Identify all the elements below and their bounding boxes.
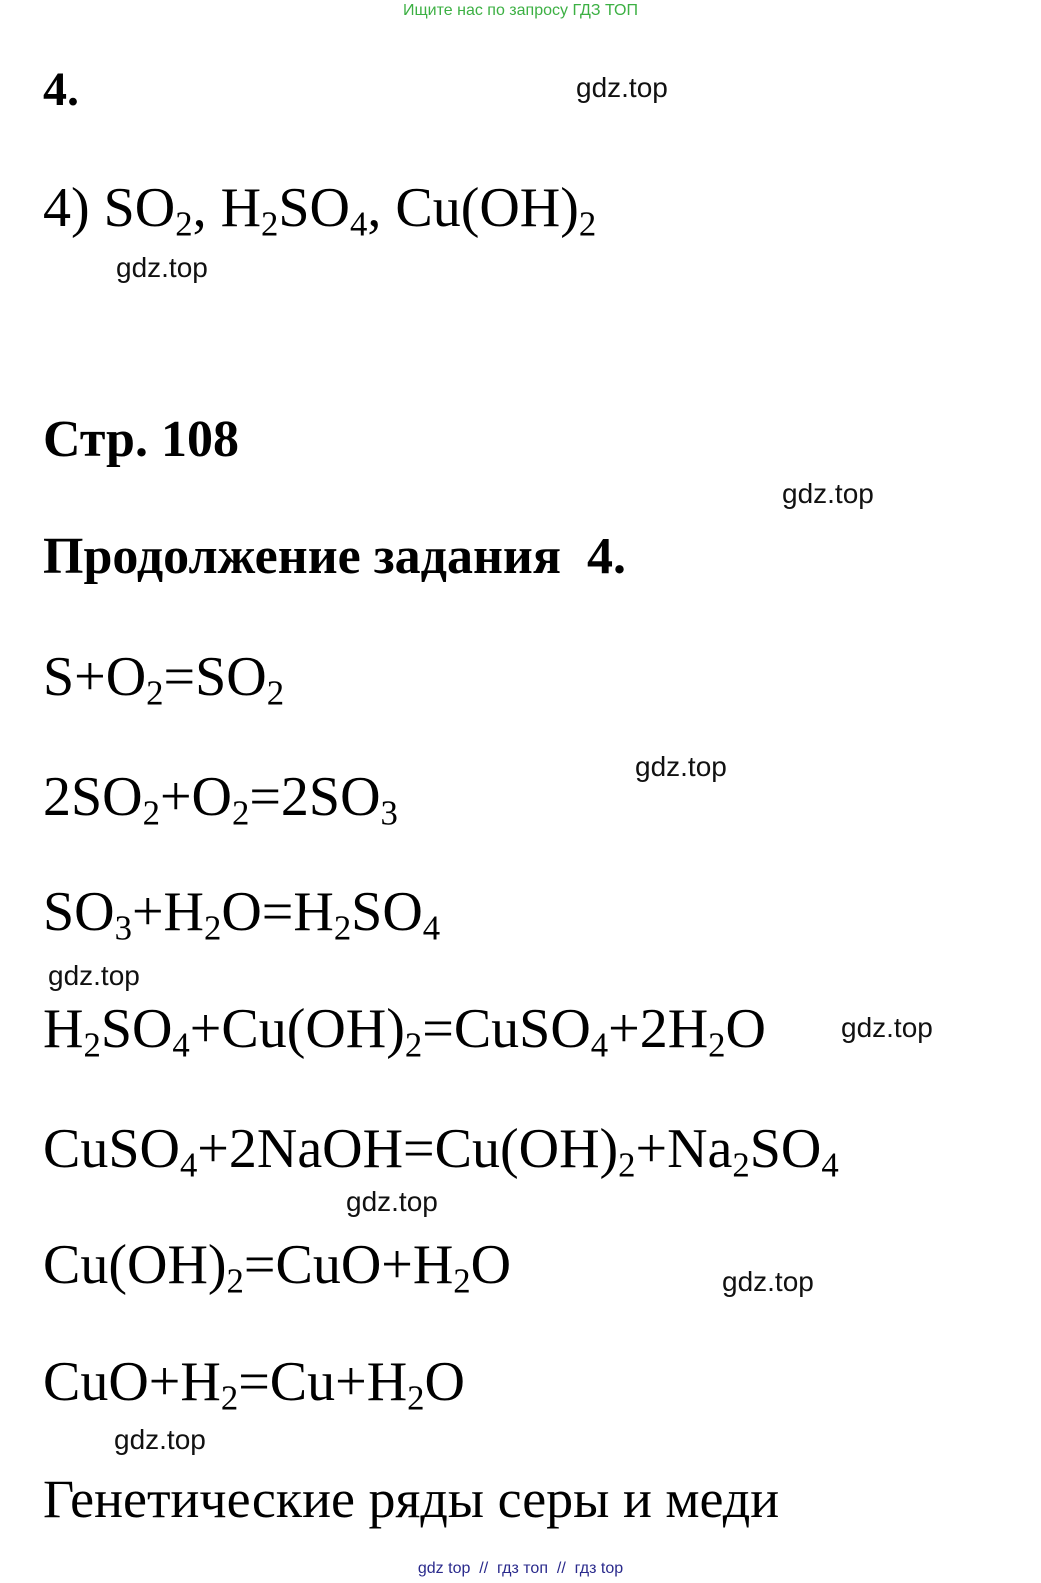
subscript: 2 [175, 204, 193, 244]
watermark: gdz.top [722, 1266, 814, 1297]
subscript: 4 [821, 1145, 839, 1185]
subscript: 2 [220, 1378, 239, 1418]
subscript: 2 [404, 1025, 423, 1065]
subscript: 2 [231, 793, 250, 833]
subscript: 4 [422, 908, 441, 948]
subscript: 3 [380, 793, 398, 833]
subscript: 2 [83, 1025, 101, 1065]
watermark: gdz.top [114, 1424, 206, 1455]
equation-1: $S+O_2=SO_2$ [43, 646, 285, 713]
subscript: 4 [172, 1025, 190, 1065]
subscript: 2 [333, 908, 352, 948]
subscript: 2 [708, 1025, 726, 1065]
watermark: gdz.top [782, 478, 874, 509]
equation-2: $2SO_2+O_2=2SO_3$ [43, 766, 398, 833]
equation-4: $H_2SO_4+Cu(OH)_2=CuSO_4+2H_2O$ [43, 998, 766, 1065]
subscript: 2 [732, 1145, 750, 1185]
watermark: gdz.top [346, 1186, 438, 1217]
conclusion-text: Генетические ряды серы и меди [43, 1469, 780, 1529]
equation-5: $CuSO_4+2NaOH=Cu(OH)_2+Na_2SO_4$ [43, 1118, 839, 1185]
top-banner[interactable]: Ищите нас по запросу ГДЗ ТОП [403, 2, 638, 19]
subscript: 2 [146, 673, 164, 713]
watermark: gdz.top [841, 1012, 933, 1043]
subscript: 3 [114, 908, 132, 948]
subscript: 2 [407, 1378, 425, 1418]
subscript: 2 [618, 1145, 636, 1185]
equation-7: $CuO+H_2=Cu+H_2O$ [43, 1351, 465, 1418]
subscript: 2 [203, 908, 222, 948]
equation-3: $SO_3+H_2O=H_2SO_4$ [43, 881, 441, 948]
subscript: 2 [261, 204, 279, 244]
watermark: gdz.top [116, 252, 208, 283]
task-number: 4. [43, 63, 79, 116]
answer-line: 4) $SO_2$, $H_2SO_4$, $Cu(OH)_2$ [43, 177, 597, 244]
page-heading: Стр. 108 [43, 411, 239, 468]
subscript: 2 [453, 1261, 471, 1301]
subscript: 2 [578, 204, 597, 244]
subscript: 2 [226, 1261, 244, 1301]
footer-links[interactable]: gdz top // гдз топ // гдз top [417, 1560, 624, 1577]
equation-6: $Cu(OH)_2=CuO+H_2O$ [43, 1234, 512, 1301]
subscript: 4 [179, 1145, 198, 1185]
subscript: 2 [142, 793, 160, 833]
subscript: 4 [350, 204, 368, 244]
watermark: gdz.top [48, 960, 140, 991]
watermark: gdz.top [635, 751, 727, 782]
subscript: 2 [266, 673, 285, 713]
subscript: 4 [590, 1025, 609, 1065]
watermark: gdz.top [576, 72, 668, 103]
continuation-heading: Продолжение задания 4. [43, 528, 627, 585]
